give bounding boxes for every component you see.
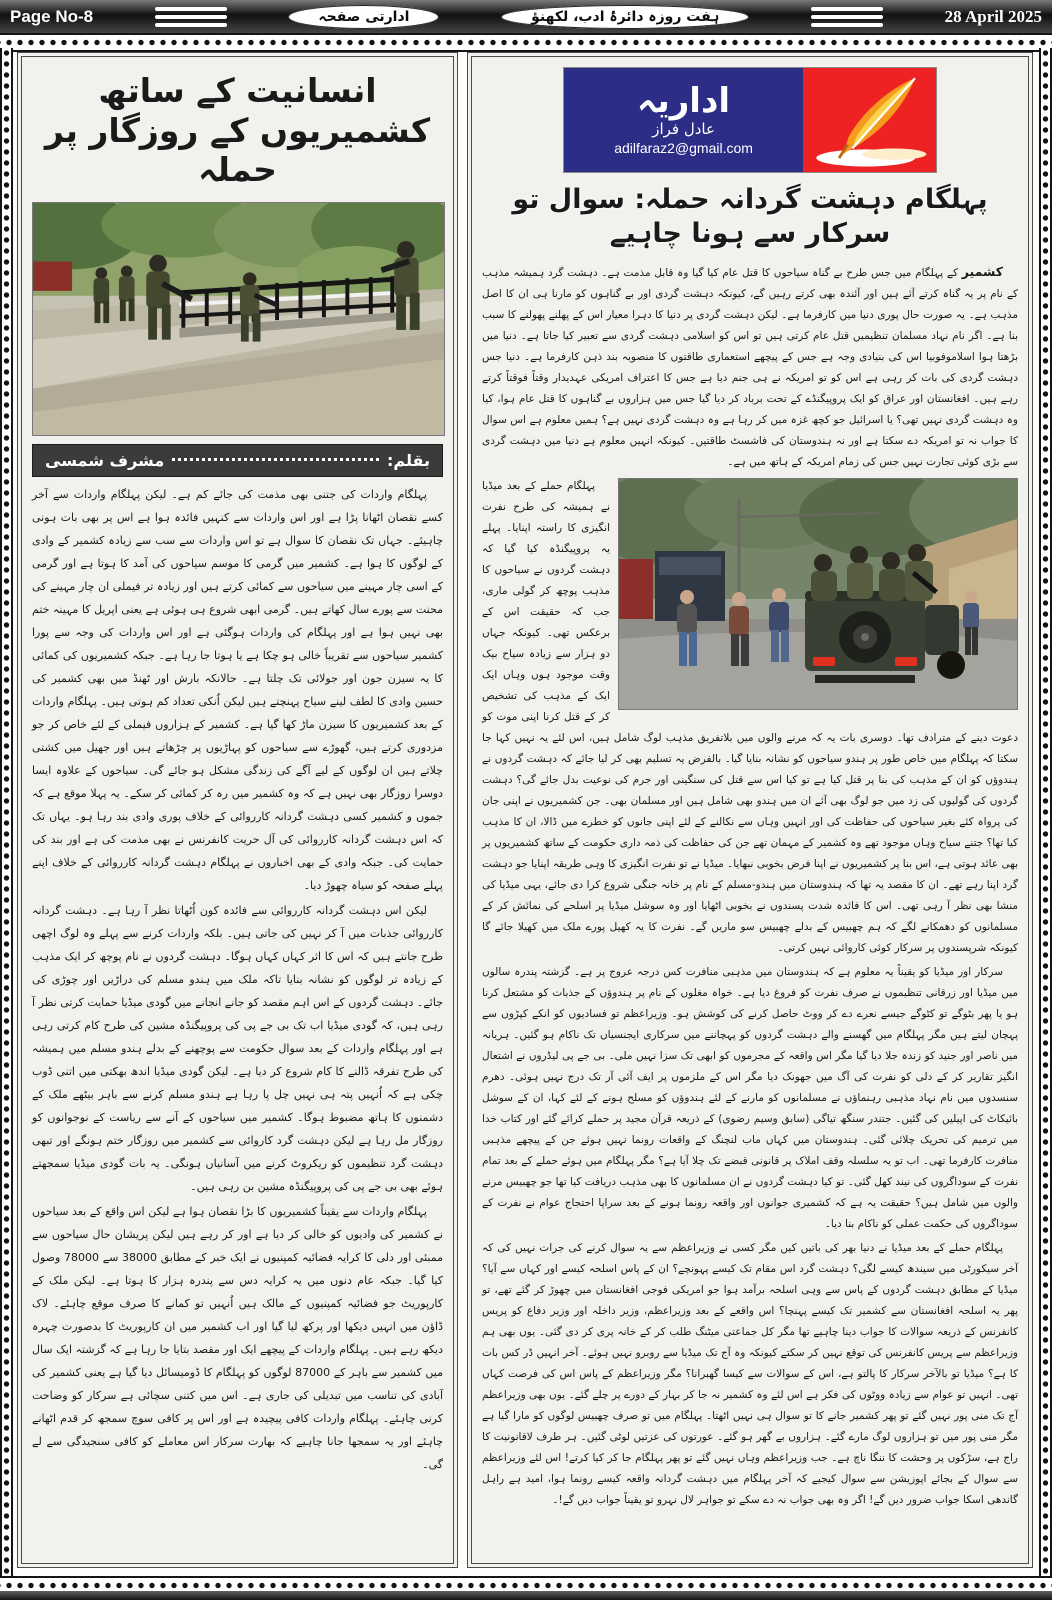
section-oval-label: ادارتی صفحہ [288,5,439,29]
paragraph: پہلگام حملے کے بعد میڈیا نے ہمیشہ کی طرح نفرت انگیزی کا راستہ اپنایا۔ پہلے یہ پروپیگنڈہ کیا گیا کہ دہشت گردوں نے سیاحوں کا مذہب پوچھ کر گولی ماری، جب کہ حقیقت اس کے برعکس تھی۔ کیونکہ جہاں دو ہزار سے زیادہ سیاح بیک وقت موجود ہوں وہاں ایک ایک کے مذہب کی تشخیص کر کے قتل کرنا اپنی موت کو دعوت دینے کے مترادف تھا۔ دوسری بات یہ کہ مرنے والوں میں بلاتفریق مذہب لوگ شامل ہیں، اس لئے یہ نہیں کہا جا سکتا کہ پہلگام میں خاص طور پر ہندو سیاحوں کو نشانہ بنایا گیا۔ بالفرض یہ تسلیم بھی کر لیا جائے کہ دہشت گردوں نے ہندوؤں کو ان کے مذہب کی بنا پر قتل کیا ہے تو کیا اس سے قتل کی سنگینی اور جرم کی نوعیت بدل جائے گی؟ دہشت گردوں کی گولیوں کی زد میں جو لوگ بھی آئے ان میں ہندو بھی شامل ہیں اور مسلمان بھی۔ جن کشمیریوں نے اپنی جان کی پرواہ کئے بغیر سیاحوں کی حفاظت کی اور انہیں وہاں سے نکالنے کے لئے اپنی جانوں کو خطرے میں ڈالا، ان کا مذہب کیا تھا؟ جتنے سیاح وہاں موجود تھے وہ کشمیر کے مہمان تھے جن کی حفاظت کی ذمہ داری حکومت کے ساتھ کشمیریوں پر بھی عائد ہوتی ہے، اس بنا پر کشمیریوں نے اپنا فرض بخوبی نبھایا۔ میڈیا نے تو نفرت انگیزی کا وہی طریقہ اپنایا جو دہشت گرد اپنا رہے تھے۔ ان کا مقصد یہ تھا کہ ہندوستان میں ہندو-مسلم کے نام پر خانہ جنگی شروع کرا دی جائے، یہی میڈیا کی منشا بھی نظر آ رہی تھی۔ اس کا فائدہ شدت پسندوں نے بخوبی اٹھایا اور وہ سوشل میڈیا پر اسلحے کی نمائش کر کے مسلمانوں کو دھمکانے لگے کہ ہم چھبیس کے بدلے چھبیس سو ماریں گے۔ نفرت کا یہ کھیل پورے ملک میں کھیلا جائے گا کیونکہ شرپسندوں پر سرکار کوئی کاروائی نہیں کرتی۔ [482,479,1018,954]
editorial-frame [467,52,1033,1568]
editorial-body [482,261,1018,1511]
editorial-masthead [563,67,937,173]
byline-dotted-leader [172,456,379,461]
masthead-red-panel [803,68,936,172]
bead-border-top [0,33,1052,52]
quill-icon [803,68,936,172]
left-article-frame [17,52,458,1568]
byline-label: بقلم: [387,451,430,471]
editorial-headline: پہلگام دہشت گردانہ حملہ: سوال تو سرکار سے ہونا چاہیے [512,184,988,249]
left-article-headline: انسانیت کے ساتھ کشمیریوں کے روزگار پر حملہ [44,71,431,190]
byline-bar [32,444,443,477]
photo-bridge-soldiers [32,202,443,436]
lead-word: کشمیر [961,263,1003,279]
paragraph: سرکار اور میڈیا کو یقیناً یہ معلوم ہے کہ ہندوستان میں مذہبی منافرت کس درجہ عروج پر ہے۔ گزشتہ پندرہ سالوں میں میڈیا اور زرقانی تنظیموں نے صرف نفرت کو فروغ دیا ہے۔ خواہ مغلوں کے نام پر ہندوؤں کے جذبات کو مشتعل کرنا ہو یا پھر بٹوگے تو کٹوگے جیسے نعرے دے کر ووٹ حاصل کرنے کی کوشش ہو۔ وزیراعظم تو فسادیوں کو انکے کپڑوں سے پہچان لیتے ہیں مگر پہلگام میں گھسنے والے دہشت گردوں کو پہچاننے میں سرکاری ایجنسیاں تک ناکام ہو گئیں۔ ہریانہ میں ناصر اور جنید کو زندہ جلا دیا گیا مگر اس واقعہ کے مجرموں کو ابھی تک سزا نہیں ملی۔ بی جے پی لیڈروں نے اشتعال انگیز تقاریر کر کے دلی کو نفرت کی آگ میں جھونک دیا مگر اس کے ملزموں پر ایف آئی آر تک درج نہیں ہوئی۔ دھرم سنسدوں میں نام نہاد مذہبی رہنماؤں نے مسلمانوں کو مارنے کے لئے ہندوؤں کو مسلح ہونے کے لئے کہا، ان کے سوشل بائیکاٹ کی اپیلیں کی گئیں۔ جتندر سنگھ تیاگی (سابق وسیم رضوی) کے ذریعہ قرآن مجید پر حملے کرائے گئے اور کتاب خدا میں ترمیم کی تحریک چلائی گئی۔ ہندوستان میں کہاں ماب لنچنگ کے واقعات رونما نہیں ہوئے جن کے پیچھے مذہبی منافرت کارفرما تھی۔ اب تو یہ سلسلہ وقف املاک پر قانونی قبضے تک چلا آیا ہے؟ مگر پہلگام میں ہوئے حملے کے بعد تمام نفرت کے سوداگروں کی نیند کھل گئی۔ تو کیا دہشت گردوں نے ان مسلمانوں کا بھی مذہب دریافت کیا تھا جو چھبیس مرنے والوں میں شامل ہیں؟ حقیقت یہ ہے کہ کشمیری جوانوں اور واقعہ رونما ہونے کے بعد سراپا احتجاج عوام نے نفرت کے سوداگروں کی حکمت عملی کو ناکام بنا دیا۔ [482,965,1018,1230]
paragraph: پہلگام واردات کی جتنی بھی مذمت کی جائے کم ہے۔ لیکن پہلگام واردات سے آخر کسے نقصان اٹھانا پڑا ہے اور اس واردات سے کنہیں فائدہ ہوا ہے اس پر بھی بات ہونی چاہیئے۔ جہاں تک نقصان کا سوال ہے تو اس واردات سے سب سے زیادہ کشمیر کے وادی کے لوگوں کا ہوا ہے۔ کشمیر میں گرمی کا موسم سیاحوں کی آمد کا ہوتا ہے اور گرمی کے اسی چار مہینے میں سیاحوں سے کمائی کرتے ہیں اور زیادہ تر فیملی ان چار مہینے کی محنت سے پورے سال کھاتے ہیں۔ گرمی ابھی شروع ہی ہوئی ہے یعنی اپریل کا مہینہ ختم بھی نہیں ہوا ہے اور پہلگام کی واردات ہوگئی ہے اور اس واردات کی وجہ سے پورا کشمیر سیاحوں سے تقریباً خالی ہو چکا ہے یا ہوتا جا رہا ہے۔ جبکہ کشمیریوں کی کمائی کا یہ سیزن جون اور جولائی تک چلتا ہے۔ حالانکہ بارش اور ٹھنڈ میں بھی کشمیر کی حسین وادی کا لطف لینے سیاح پہنچتے ہیں لیکن اُنکی تعداد کم ہوتی ہیں۔ پہلگام واردات کے بعد کشمیریوں کا سیزن ماڑ کھا گیا ہے۔ کشمیر کے ہزاروں فیملی کے لئے خاص کر جو مزدوری کرتے ہیں، گھوڑے سے سیاحوں کو پہاڑیوں پر چڑھاتے ہیں اور جھیل میں کشتی چلاتے ہیں ان لوگوں کے لیے آگے کی زندگی مشکل ہو جائے گی۔ سیاحوں کے علاوہ ایسا دوسرا روزگار بھی نہیں ہے کہ وہ کشمیر میں رہ کر کمائی کر سکے۔ یہ پہلا موقع ہے کہ جموں و کشمیر کسی دہشت گردانہ کارروائی کے خلاف پوری وادی بند رہا ہو۔ یہاں تک کہ اس دہشت گردانہ کارروائی کی آل حریت کانفرنس نے بھی مذمت کی ہے اور بند کی حمایت کی۔ جبکہ وادی کے بھی اخباروں نے پہلگام دہشت گردانہ کارروائی کے خلاف اپنے پہلے صفحہ کو سیاہ چھوڑ دیا۔ [32,488,443,893]
triple-lines-icon [155,7,227,27]
page-number: Page No-8 [10,6,94,26]
triple-lines-icon [811,7,883,27]
left-article-body [32,483,443,1476]
page-footer-bar [0,1591,1052,1600]
page-header-bar [0,0,1052,33]
paragraph: لیکن اس دہشت گردانہ کارروائی سے فائدہ کون اُٹھاتا نظر آ رہا ہے۔ دہشت گردانہ کارروائی جذبات میں آ کر نہیں کی جاتی ہیں۔ بلکہ واردات کرنے سے پہلے وہ لوگ اچھی طرح جانتے ہیں کہ اس کا اثر کہاں کہاں ہوگا۔ دہشت گردوں نے نام پوچھ کر ایک مذہب کے زیادہ تر لوگوں کو نشانہ بنایا تاکہ ملک میں ہندو مسلم کی دراڑیں اور چوڑی کی جائے۔ دہشت گردوں کے اس اہم مقصد کو جانے انجانے میں گودی میڈیا حمایت کرتی نظر آ رہی ہیں، کہ گودی میڈیا اب تک بی جے پی کی پروپیگنڈہ مشین کی طرح کام کرتی رہی ہے اور پہلگام واردات کے بعد سوال حکومت سے پوچھنے کے بدلے ہندو مسلم میں ہمیشہ کی طرح تفرقہ ڈالنے کا کام شروع کر دیا ہے۔ لیکن گودی میڈیا اندھ بھکتی میں اتنی ڈوب چکی ہے کہ اُنہیں پتہ ہی نہیں چل پا رہا ہے ہندو مسلم کرنے سے باہر بیٹھے ملک کے دشمنوں کا ہاتھ مضبوط ہوگا۔ کشمیر میں سیاحوں کے آنے سے ریاست کے نوجوانوں کو روزگار مل رہا ہے لیکن دہشت گرد کاروائی سے کشمیر میں روزگار ختم ہونگے اور تبھی دہشت گرد تنظیموں کو ریکروٹ کرنے میں آسانیاں ہونگی۔ یہ بات گودی میڈیا سمجھتے ہوئے بھی بی جے پی کی پروپیگنڈہ مشین بن رہی ہیں۔ [32,904,443,1194]
issue-date: 28 April 2025 [944,6,1042,26]
lead-paragraph: کشمیر کے پہلگام میں جس طرح بے گناہ سیاحوں کا قتل عام کیا گیا وہ قابل مذمت ہے۔ دہشت گرد ہمیشہ مذہب کے نام پر یہ گناہ کرتے آئے ہیں اور آئندہ بھی کرتے رہیں گے، کیونکہ دہشت گردی اور بے گناہوں کو مارنا ہی ان کا اصل مذہب ہے۔ یہ صورت حال پوری دنیا میں کارفرما ہے۔ لیکن دہشت گردی پر دنیا کا دہرا معیار اس کے پھلنے پھولنے کا سبب بنا ہے۔ اگر نام نہاد مسلمان تنظیمیں قتل عام کرتی ہیں تو اس کو اسلامی دہشت گردی سے تعبیر کیا جاتا ہے۔ دنیا میں بڑھتا ہوا اسلاموفوبیا اس کی بنیادی وجہ ہے جس کے پیچھے استعماری طاقتوں کا منصوبہ بند ذہن کارفرما ہے۔ دنیا جس دہشت گردی کی بات کر رہی ہے اس کو تو امریکہ نے ہی جنم دیا ہے جس کا اعتراف امریکی عہدیدار وقتاً فوقتاً کرتے رہے ہیں۔ افغانستان اور عراق کو ایک پروپیگنڈے کے تحت برباد کر دیا گیا جس میں ہزاروں بے گناہوں کا قتل عام ہوا، کیا وہ دہشت گردی نہیں تھی؟ یا اسرائیل جو کچھ غزہ میں کر رہا ہے وہ دہشت گردی نہیں ہے؟ ہمیں معلوم ہے اس سوال کا جواب نہ تو امریکہ دے سکتا ہے اور نہ ہندوستان کی فاشسٹ طاقتیں۔ کیونکہ انہیں معلوم ہے دنیا میں دہشت گردی سے بڑی کوئی تجارت نہیں جس کی زمام امریکہ کے ہاتھ میں ہے۔ [482,263,1018,468]
editorial-title: اداریہ [637,81,731,121]
paper-name-oval: ہفت روزہ دائرۂ ادب، لکھنؤ [501,5,749,29]
bead-border-left [0,48,13,1576]
masthead-blue-panel [564,68,803,172]
paragraph: پہلگام حملے کے بعد میڈیا نے دنیا بھر کی باتیں کیں مگر کسی نے وزیراعظم سے یہ سوال کرنے کی جرات نہیں کی کہ آخر سیکورٹی میں سیندھ کیسے لگی؟ دہشت گرد اس مقام تک کیسے پہونچے؟ ان کے پاس اسلحہ کیسے اور کہاں سے آیا؟ میڈیا کے مطابق دہشت گردوں کے پاس سے وہی اسلحہ برآمد ہوا جو امریکی فوجی افغانستان میں چھوڑ کر گئے تھے، تو پھر یہ اسلحہ افغانستان سے کشمیر تک کیسے پہنچا؟ اس واقعے کے بعد وزیراعظم، وزیر داخلہ اور وزیر دفاع کو پریس کانفرنس کے ذریعہ سوالات کا جواب دینا چاہیے تھا مگر کل جماعتی میٹنگ طلب کر کے خانہ پری کر دی گئی۔ یوں بھی ہم وزیراعظم سے پریس کانفرنس کی توقع نہیں کر سکتے کیونکہ وہ آج تک میڈیا سے روبرو نہیں ہوئے۔ آخر انہیں ڈر کس بات کا ہے؟ میڈیا تو بالآخر سرکار کا پالتو ہے، اس کے سوالات سے کیسا گھبرانا؟ مگر وزیراعظم کے پاس اس کی فرصت کہاں تھی۔ انہیں تو عوام سے زیادہ ووٹوں کی فکر ہے اس لئے وہ کشمیر نہ جا کر بہار کے دورے پر چلے گئے۔ یوں بھی وزیراعظم آج تک منی پور نہیں گئے تو پھر کشمیر جانے کا تو سوال ہی نہیں اٹھتا۔ پہلگام میں تو صرف چھبیس لوگوں کو مارا گیا ہے مگر منی پور میں تو ہزاروں لوگ مارے گئے۔ ہزاروں بے گھر ہو گئے۔ عورتوں کی عزتیں لوٹی گئیں۔ ہر طرف لاقانونیت کا راج ہے، سڑکوں پر وحشت کا ننگا ناچ ہے۔ جب وزیراعظم وہاں نہیں گئے تو پھر پہلگام جا کر کیا کرتے! اس لئے وزیراعظم سے سوال کے بجائے اپوزیشن سے سوال کیجیے کہ آخر پہلگام میں دہشت گردانہ واقعہ کیسے رونما ہوا، امید ہے راہل گاندھی اسکا جواب ضرور دیں گے! اگر وہ بھی جواب نہ دے سکے تو جواہر لال نہرو تو یقیناً جواب دیں گے!۔ [482,1241,1018,1506]
photo-jeep-soldiers [620,478,1018,710]
editor-name: عادل فراز [652,120,715,138]
paragraph: پہلگام واردات سے یقیناً کشمیریوں کا بڑا نقصان ہوا ہے لیکن اس واقع کے بعد سیاحوں نے کشمیر کی وادیوں کو خالی کر دیا ہے اور کر رہے ہیں لیکن پریشان حال سیاحوں سے ممبئی اور دلی کا کرایہ فضائیہ کمپنیوں نے ایک خبر کے مطابق 38000 سے 78000 وصول کیا گیا۔ جبکہ عام دنوں میں یہ کرایہ دس سے پندرہ ہزار کا ہوتا ہے۔ لیکن ملک کے کارپوریٹ جو فضائیہ کمپنیوں کے مالک ہیں اُنہیں تو کمانے کا صرف موقع چاہئے۔ لاک ڈاؤن میں انہیں دیکھا اور پرکھ لیا گیا اور اب کشمیر میں ان کارپوریٹ کا بدصورت چہرہ دیکھ رہے ہیں۔ پہلگام واردات کے پیچھے ایک اور مقصد بتایا جا رہا ہے کہ گزشتہ ایک سال میں کشمیر سے باہر کے 87000 لوگوں کو پہلگام کا ڈومیسائل دیا گیا ہے یعنی کشمیر کی آبادی کی تناسب میں تبدیلی کی جاری ہے۔ اس میں کتنی سچائی ہے سرکار کو وضاحت کرنی چاہئے۔ پہلگام واردات کافی پیچیدہ ہے اور اس پر کافی سوچ سمجھ کر قدم اٹھانے چاہئے اور یہ سمجھا جانا چاہیے کہ بھارت سرکار اس معاملے کو کافی سنجیدگی سے لے گی۔ [32,1205,443,1472]
editor-email: adilfaraz2@gmail.com [614,140,753,156]
author-name: مشرف شمسی [45,451,165,471]
bead-border-right [1039,48,1052,1576]
